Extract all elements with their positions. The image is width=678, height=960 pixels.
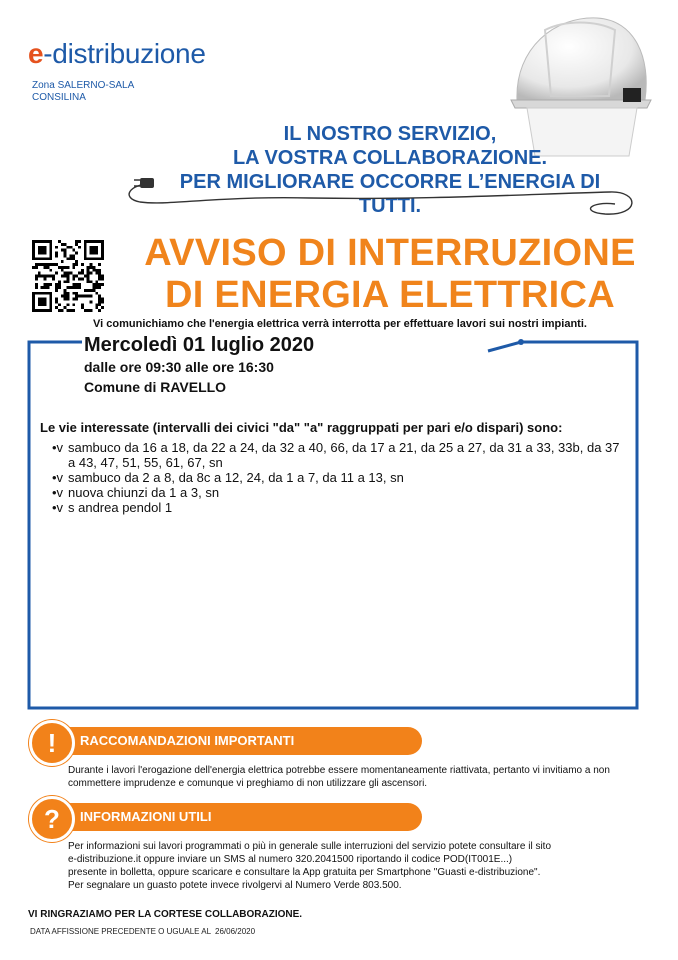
interruption-date: Mercoledì 01 luglio 2020	[84, 334, 320, 357]
list-item	[52, 500, 627, 515]
intro-text: Vi comunichiamo che l'energia elettrica verrà interrotta per effettuare lavori sui nostri impianti.	[93, 318, 587, 330]
logo-text: -distribuzione	[43, 38, 206, 69]
qr-code[interactable]	[32, 240, 104, 312]
street-text: s andrea pendol 1	[68, 500, 173, 515]
cable-decoration	[110, 176, 650, 226]
plug-icon	[134, 178, 154, 188]
title-line-2: DI ENERGIA ELETTRICA	[164, 274, 616, 316]
streets-list	[52, 440, 627, 515]
list-item	[52, 440, 627, 470]
info-text	[68, 840, 628, 892]
info-line-4: Per segnalare un guasto potete invece rivolgervi al Numero Verde 803.500.	[68, 880, 402, 891]
info-line-1: Per informazioni sui lavori programmati o più in generale sulle interruzioni del servizio potete consultare il sito	[68, 841, 552, 852]
logo-e: e	[28, 38, 44, 69]
street-text: nuova chiunzi da 1 a 3, sn	[68, 485, 220, 500]
zone-label: Zona SALERNO-SALA CONSILINA	[32, 80, 134, 103]
bullet-marker: •v	[52, 440, 64, 455]
bullet-marker: •v	[52, 500, 64, 515]
affix-label: DATA AFFISSIONE PRECEDENTE O UGUALE AL	[30, 927, 211, 936]
recommendations-banner: RACCOMANDAZIONI IMPORTANTI	[48, 727, 422, 755]
title-line-1: AVVISO DI INTERRUZIONE	[144, 232, 636, 274]
thanks-text: VI RINGRAZIAMO PER LA CORTESE COLLABORAZIONE.	[28, 909, 303, 920]
list-item	[52, 470, 627, 485]
recommendations-text: Durante i lavori l'erogazione dell'energia elettrica potrebbe essere momentaneamente riattivata, pertanto vi invitiamo a non commettere imprudenze e comunque vi preghiamo di non utilizzare gli ascensori.	[68, 765, 610, 789]
info-banner: INFORMAZIONI UTILI	[48, 803, 422, 831]
street-text: sambuco da 16 a 18, da 22 a 24, da 32 a 40, 66, da 17 a 21, da 25 a 27, da 31 a 33, 33b, da 37 a 43, 47, 51, 55, 61, 67, sn	[68, 440, 620, 470]
bullet-marker: •v	[52, 470, 64, 485]
interruption-hours: dalle ore 09:30 alle ore 16:30	[84, 359, 274, 375]
street-text: sambuco da 2 a 8, da 8c a 12, 24, da 1 a 7, da 11 a 13, sn	[68, 470, 404, 485]
question-icon: ?	[29, 796, 75, 842]
bullet-marker: •v	[52, 485, 64, 500]
info-line-2: e-distribuzione.it oppure inviare un SMS al numero 320.2041500 riportando il codice POD(IT001E...)	[68, 854, 513, 865]
streets-intro: Le vie interessate (intervalli dei civici "da" "a" raggruppati per pari e/o dispari) sono:	[40, 420, 563, 435]
brand-logo	[28, 40, 206, 68]
slogan-line-3: PER MIGLIORARE OCCORRE L’ENERGIA DI TUTTI.	[179, 171, 601, 217]
list-item	[52, 485, 627, 500]
slogan-line-2: LA VOSTRA COLLABORAZIONE.	[232, 147, 548, 169]
notice-title	[114, 232, 666, 316]
affix-date-value: 26/06/2020	[215, 927, 256, 936]
affix-date	[28, 927, 255, 936]
comune-label: Comune di RAVELLO	[84, 379, 227, 395]
info-line-3: presente in bolletta, oppure scaricare e consultare la App gratuita per Smartphone "Guasti e-distribuzione".	[68, 867, 541, 878]
slogan-line-1: IL NOSTRO SERVIZIO,	[283, 123, 497, 145]
exclamation-icon: !	[29, 720, 75, 766]
